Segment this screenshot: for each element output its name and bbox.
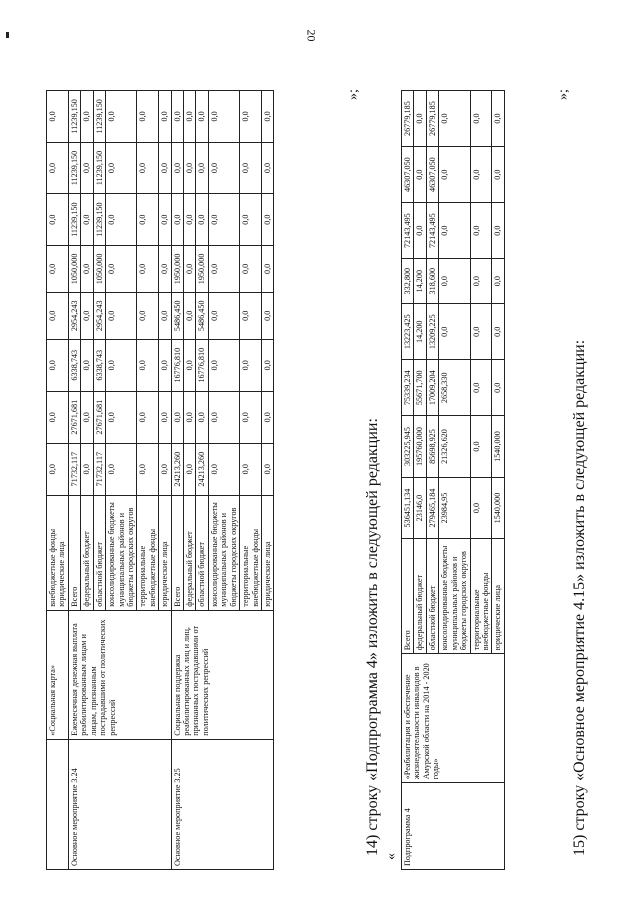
source-cell: федеральный бюджет: [414, 539, 426, 654]
table-row: [47, 91, 69, 870]
value-cell: 0,0: [171, 391, 183, 443]
value-cell: 6338,743: [93, 339, 105, 391]
table-row: [402, 91, 414, 870]
value-cell: 0,0: [240, 339, 262, 391]
subprogram-4-table: [401, 90, 505, 870]
value-cell: 0,0: [81, 91, 93, 143]
value-cell: 0,0: [159, 194, 171, 246]
value-cell: 23984,95: [439, 477, 470, 539]
source-cell: федеральный бюджет: [81, 495, 93, 610]
value-cell: 16776,810: [196, 339, 208, 391]
source-cell: консолидированные бюджеты муниципальных районов и бюджеты городских округов: [439, 539, 470, 654]
value-cell: 0,0: [492, 360, 504, 416]
value-cell: 0,0: [240, 245, 262, 292]
value-cell: 1540,000: [492, 477, 504, 539]
value-cell: 0,0: [47, 245, 69, 292]
value-cell: 72143,495: [402, 203, 414, 259]
value-cell: 0,0: [171, 194, 183, 246]
source-cell: Всего: [171, 495, 183, 610]
budget-table-body: [47, 91, 274, 870]
measure-name-cell: Ежемесячная денежная выплата реабилитированным лицам и лицам, признанным пострадавшими от политических репрессий: [68, 610, 171, 739]
value-cell: 71732,117: [93, 443, 105, 495]
value-cell: 5486,450: [196, 292, 208, 339]
value-cell: 71732,117: [68, 443, 80, 495]
value-cell: 0,0: [47, 194, 69, 246]
source-cell: областной бюджет: [93, 495, 105, 610]
source-cell: территориальные внебюджетные фонды: [240, 495, 262, 610]
source-cell: территориальные внебюджетные фонды: [470, 539, 492, 654]
value-cell: 0,0: [262, 142, 274, 194]
value-cell: 0,0: [492, 147, 504, 203]
value-cell: 0,0: [208, 339, 239, 391]
value-cell: 0,0: [47, 292, 69, 339]
value-cell: 1050,000: [93, 245, 105, 292]
value-cell: 195760,000: [414, 416, 426, 478]
page-number: 20: [304, 29, 319, 42]
value-cell: 0,0: [137, 194, 159, 246]
value-cell: 0,0: [106, 339, 137, 391]
value-cell: 0,0: [240, 443, 262, 495]
source-cell: федеральный бюджет: [184, 495, 196, 610]
value-cell: 0,0: [184, 339, 196, 391]
measure-name-cell: Социальная поддержка реабилитированных лиц и лиц, признанных пострадавшими от политических репрессий: [171, 610, 274, 739]
value-cell: 0,0: [470, 304, 492, 360]
value-cell: 0,0: [208, 443, 239, 495]
value-cell: 332,800: [402, 259, 414, 304]
closing-quote: »;: [346, 89, 361, 100]
edge-mark: [6, 32, 9, 38]
value-cell: 0,0: [106, 91, 137, 143]
value-cell: 0,0: [470, 360, 492, 416]
value-cell: 0,0: [81, 142, 93, 194]
value-cell: 0,0: [47, 443, 69, 495]
code-cell: Основное мероприятие 3.24: [68, 739, 171, 869]
value-cell: 14,200: [414, 304, 426, 360]
value-cell: 0,0: [184, 142, 196, 194]
source-cell: Всего: [402, 539, 414, 654]
value-cell: 14,200: [414, 259, 426, 304]
table-row: [171, 91, 183, 870]
value-cell: 11239,150: [68, 91, 80, 143]
code-cell: Подпрограмма 4: [402, 783, 505, 870]
value-cell: 0,0: [137, 142, 159, 194]
value-cell: 0,0: [81, 194, 93, 246]
value-cell: 0,0: [184, 292, 196, 339]
amendment-note-15: 15) строку «Основное мероприятие 4.15» изложить в следующей редакции:: [571, 339, 588, 856]
value-cell: 0,0: [492, 91, 504, 147]
value-cell: 0,0: [106, 292, 137, 339]
value-cell: 5486,450: [171, 292, 183, 339]
value-cell: 13223,425: [402, 304, 414, 360]
value-cell: 0,0: [262, 339, 274, 391]
value-cell: 303225,945: [402, 416, 414, 478]
value-cell: 0,0: [196, 194, 208, 246]
opening-quote: «: [384, 853, 399, 860]
source-cell: Всего: [68, 495, 80, 610]
value-cell: 2954,243: [93, 292, 105, 339]
source-cell: юридические лица: [492, 539, 504, 654]
value-cell: 0,0: [439, 147, 470, 203]
code-cell: Основное мероприятие 3.25: [171, 739, 274, 869]
value-cell: 0,0: [262, 245, 274, 292]
value-cell: 0,0: [470, 259, 492, 304]
value-cell: 0,0: [106, 391, 137, 443]
value-cell: 0,0: [159, 391, 171, 443]
value-cell: 1540,000: [492, 416, 504, 478]
value-cell: 85698,925: [426, 416, 438, 478]
source-cell: внебюджетные фонды юридические лица: [47, 495, 69, 610]
value-cell: 0,0: [81, 245, 93, 292]
value-cell: 0,0: [470, 477, 492, 539]
value-cell: 0,0: [106, 245, 137, 292]
value-cell: 0,0: [439, 259, 470, 304]
source-cell: территориальные внебюджетные фонды: [137, 495, 159, 610]
value-cell: 0,0: [137, 292, 159, 339]
value-cell: 0,0: [208, 194, 239, 246]
value-cell: 0,0: [262, 443, 274, 495]
value-cell: 1950,000: [196, 245, 208, 292]
value-cell: 1950,000: [171, 245, 183, 292]
source-cell: консолидированные бюджеты муниципальных районов и бюджеты городских округов: [208, 495, 239, 610]
value-cell: 0,0: [262, 391, 274, 443]
value-cell: 0,0: [137, 91, 159, 143]
value-cell: 0,0: [470, 416, 492, 478]
value-cell: 0,0: [184, 91, 196, 143]
value-cell: 0,0: [414, 203, 426, 259]
value-cell: 0,0: [159, 245, 171, 292]
measure-name-cell: «Реабилитация и обеспечение жизнедеятельности инвалидов в Амурской области на 2014 - 2020 годы»: [402, 654, 505, 783]
value-cell: 0,0: [439, 91, 470, 147]
value-cell: 0,0: [106, 194, 137, 246]
value-cell: 0,0: [137, 339, 159, 391]
value-cell: 0,0: [137, 391, 159, 443]
value-cell: 0,0: [262, 194, 274, 246]
value-cell: 0,0: [171, 142, 183, 194]
value-cell: 75339,234: [402, 360, 414, 416]
value-cell: 0,0: [184, 245, 196, 292]
value-cell: 0,0: [81, 339, 93, 391]
value-cell: 13209,225: [426, 304, 438, 360]
value-cell: 0,0: [470, 203, 492, 259]
value-cell: 46307,050: [402, 147, 414, 203]
value-cell: 24213,260: [196, 443, 208, 495]
source-cell: юридические лица: [159, 495, 171, 610]
value-cell: 26779,185: [426, 91, 438, 147]
value-cell: 0,0: [184, 443, 196, 495]
value-cell: 0,0: [196, 142, 208, 194]
value-cell: 0,0: [262, 292, 274, 339]
value-cell: 0,0: [137, 245, 159, 292]
value-cell: 318,600: [426, 259, 438, 304]
subprogram-4-table-body: [402, 91, 505, 870]
value-cell: 0,0: [106, 142, 137, 194]
value-cell: 24213,260: [171, 443, 183, 495]
value-cell: 0,0: [171, 91, 183, 143]
value-cell: 0,0: [240, 292, 262, 339]
value-cell: 0,0: [492, 304, 504, 360]
value-cell: 279465,184: [426, 477, 438, 539]
value-cell: 0,0: [184, 194, 196, 246]
value-cell: 0,0: [439, 203, 470, 259]
value-cell: 16776,810: [171, 339, 183, 391]
value-cell: 17009,204: [426, 360, 438, 416]
value-cell: 0,0: [439, 304, 470, 360]
value-cell: 0,0: [137, 443, 159, 495]
value-cell: 0,0: [196, 391, 208, 443]
value-cell: 11239,150: [68, 194, 80, 246]
table-row: [68, 91, 80, 870]
value-cell: 0,0: [208, 245, 239, 292]
amendment-note-14: 14) строку «Подпрограмма 4» изложить в следующей редакции:: [364, 418, 381, 856]
value-cell: 0,0: [240, 91, 262, 143]
value-cell: 0,0: [81, 292, 93, 339]
value-cell: 0,0: [47, 391, 69, 443]
value-cell: 0,0: [240, 391, 262, 443]
value-cell: 11239,150: [93, 142, 105, 194]
closing-quote-2: »;: [556, 89, 571, 100]
value-cell: 2658,330: [439, 360, 470, 416]
source-cell: областной бюджет: [426, 539, 438, 654]
value-cell: 0,0: [414, 91, 426, 147]
value-cell: 46307,050: [426, 147, 438, 203]
value-cell: 55671,700: [414, 360, 426, 416]
value-cell: 0,0: [470, 147, 492, 203]
value-cell: 0,0: [159, 142, 171, 194]
value-cell: 0,0: [208, 292, 239, 339]
code-cell: [47, 739, 69, 869]
value-cell: 2954,243: [68, 292, 80, 339]
value-cell: 26779,185: [402, 91, 414, 147]
value-cell: 27671,681: [68, 391, 80, 443]
value-cell: 11239,150: [93, 91, 105, 143]
value-cell: 0,0: [492, 259, 504, 304]
value-cell: 0,0: [47, 91, 69, 143]
value-cell: 11239,150: [68, 142, 80, 194]
value-cell: 0,0: [47, 142, 69, 194]
source-cell: областной бюджет: [196, 495, 208, 610]
value-cell: 0,0: [81, 391, 93, 443]
value-cell: 0,0: [208, 391, 239, 443]
value-cell: 536451,134: [402, 477, 414, 539]
value-cell: 0,0: [106, 443, 137, 495]
value-cell: 27671,681: [93, 391, 105, 443]
value-cell: 0,0: [47, 339, 69, 391]
value-cell: 0,0: [492, 203, 504, 259]
value-cell: 72143,495: [426, 203, 438, 259]
value-cell: 0,0: [414, 147, 426, 203]
value-cell: 6338,743: [68, 339, 80, 391]
value-cell: 0,0: [184, 391, 196, 443]
value-cell: 0,0: [470, 91, 492, 147]
value-cell: 11239,150: [93, 194, 105, 246]
source-cell: консолидированные бюджеты муниципальных районов и бюджеты городских округов: [106, 495, 137, 610]
measure-name-cell: «Социальная карта»: [47, 610, 69, 739]
value-cell: 1050,000: [68, 245, 80, 292]
value-cell: 0,0: [208, 91, 239, 143]
value-cell: 0,0: [159, 292, 171, 339]
value-cell: 0,0: [159, 443, 171, 495]
budget-table-part: [46, 90, 274, 870]
value-cell: 0,0: [159, 339, 171, 391]
value-cell: 0,0: [262, 91, 274, 143]
value-cell: 0,0: [81, 443, 93, 495]
value-cell: 0,0: [196, 91, 208, 143]
value-cell: 23146,0: [414, 477, 426, 539]
value-cell: 0,0: [159, 91, 171, 143]
source-cell: юридические лица: [262, 495, 274, 610]
value-cell: 0,0: [240, 142, 262, 194]
value-cell: 21326,620: [439, 416, 470, 478]
rotated-sheet: [46, 70, 606, 870]
value-cell: 0,0: [240, 194, 262, 246]
value-cell: 0,0: [208, 142, 239, 194]
